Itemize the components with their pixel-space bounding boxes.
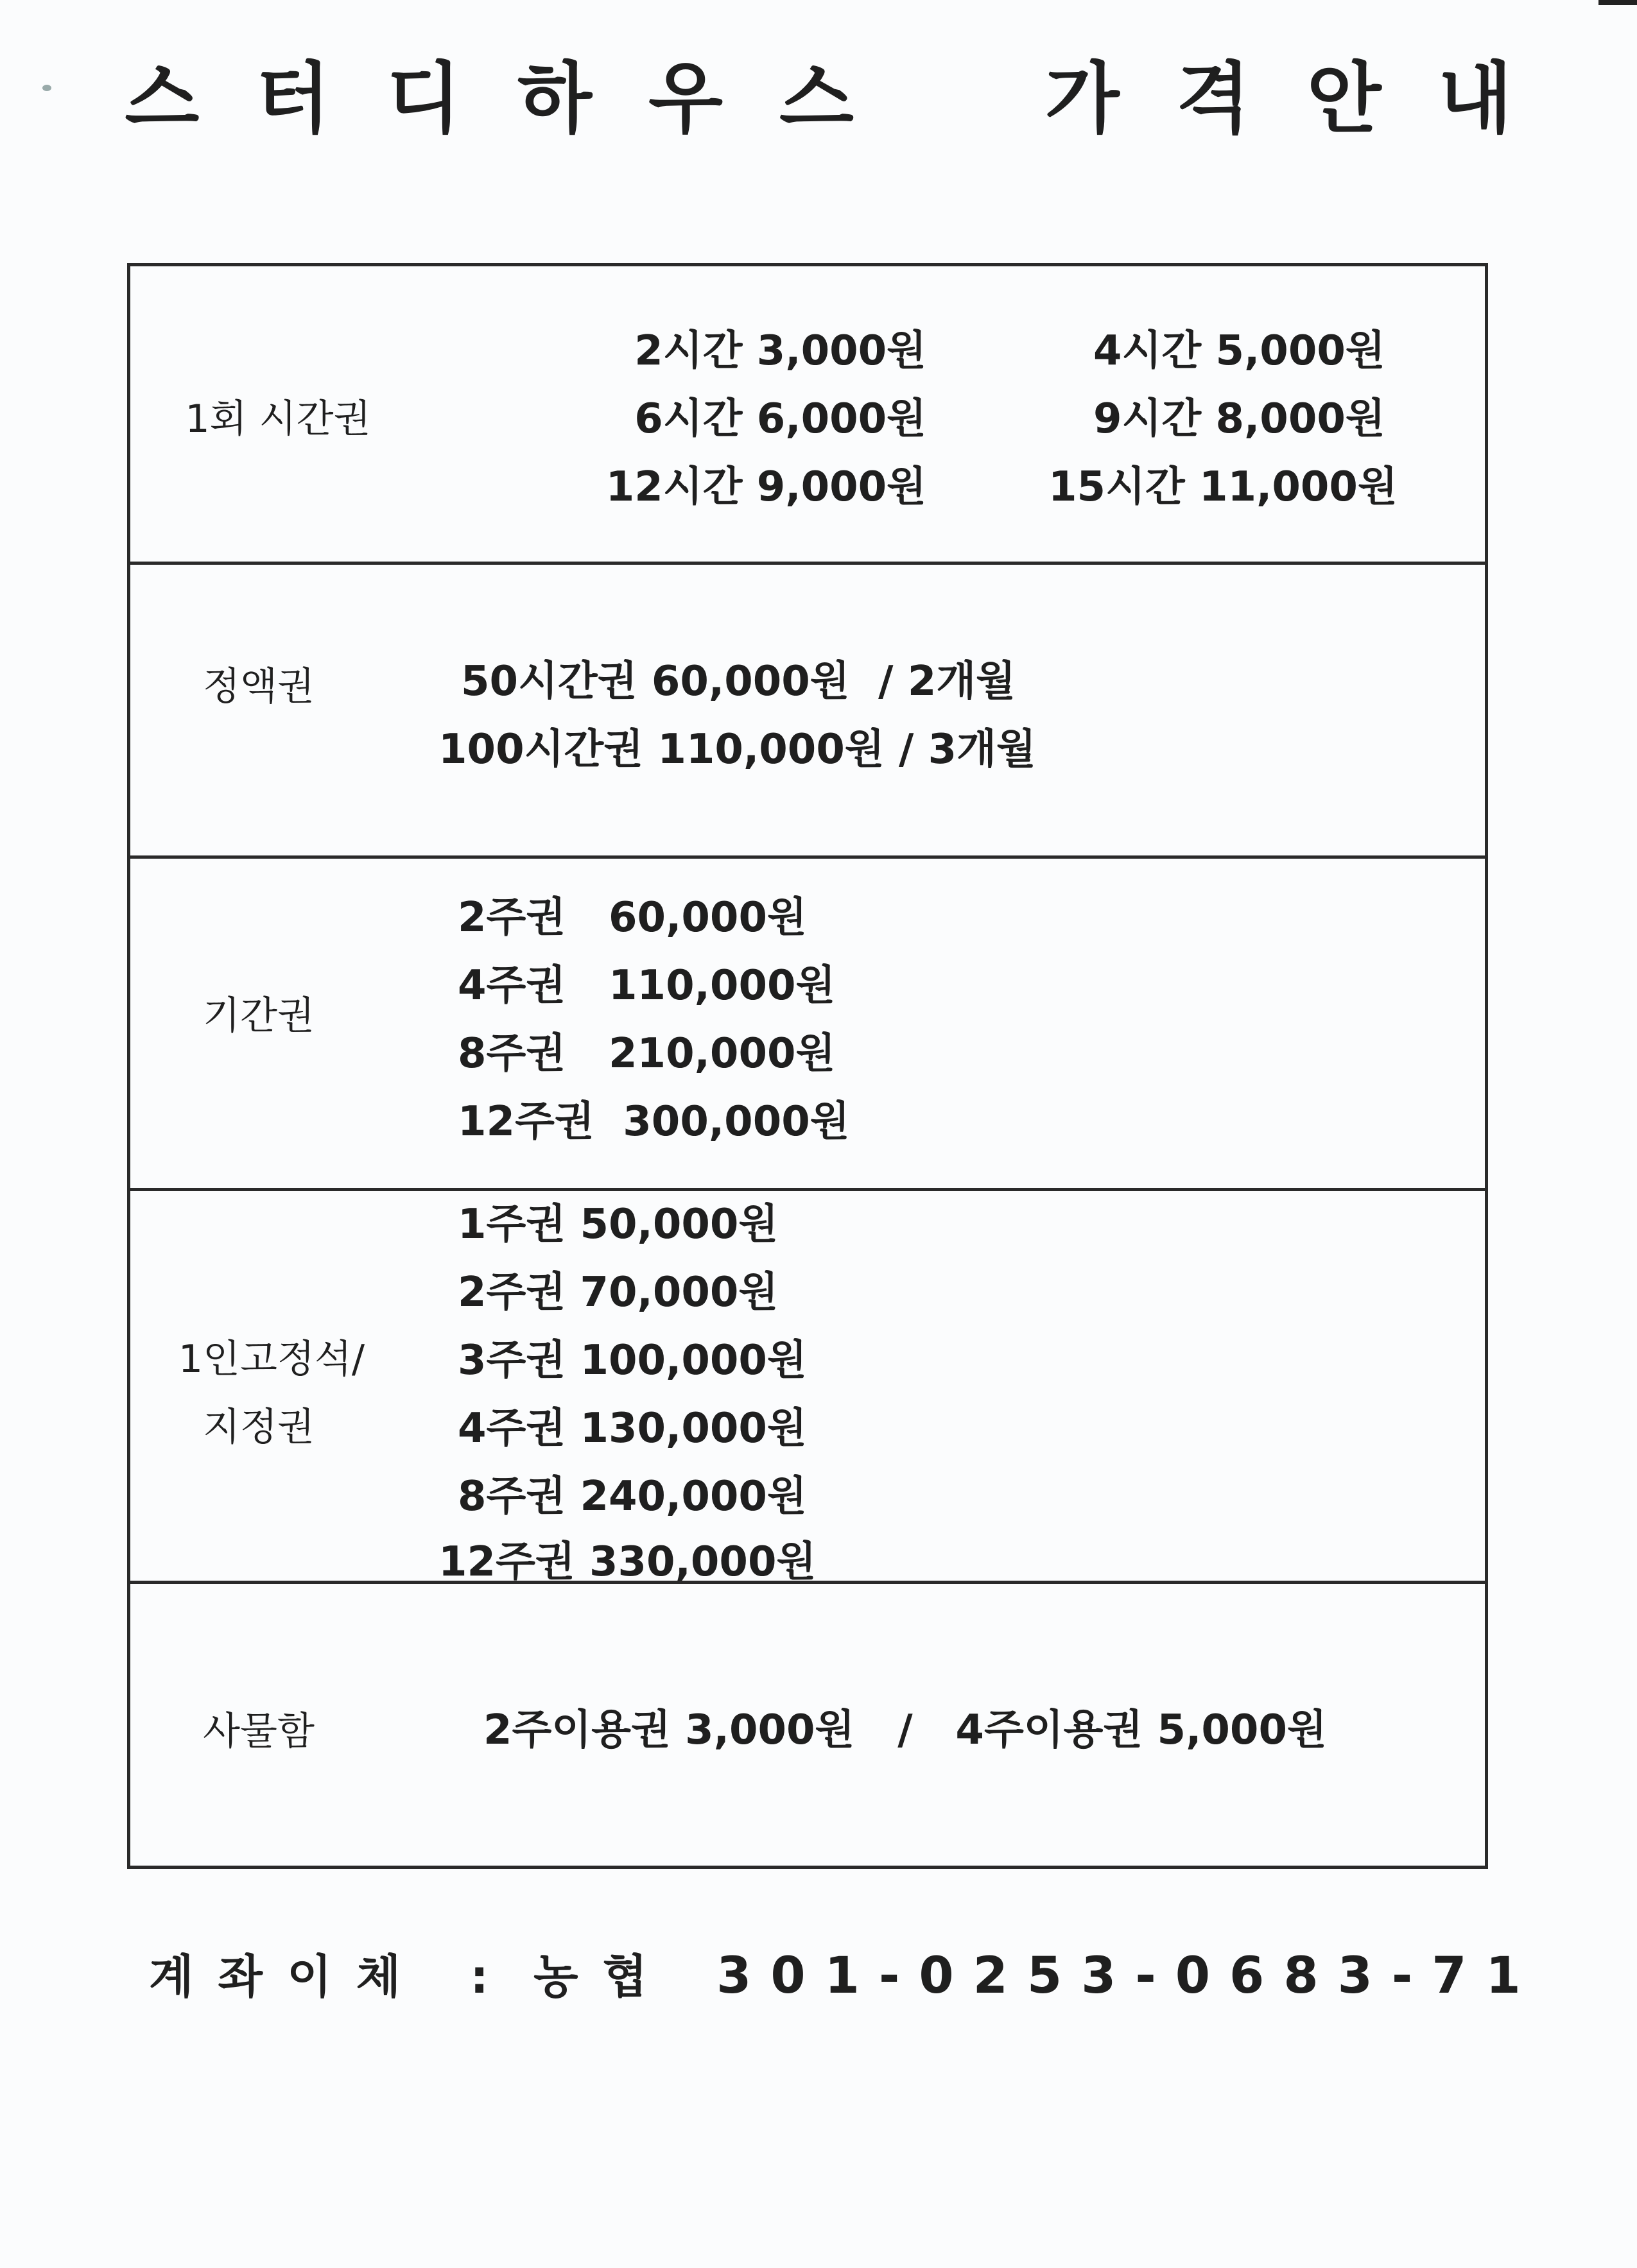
title-char: 스: [779, 55, 854, 144]
price-line: 3주권 100,000원: [458, 1337, 807, 1384]
price-line: 50시간권 60,000원 / 2개월: [461, 658, 1016, 705]
price-line: 12주권 300,000원: [458, 1098, 850, 1146]
bank-name: 농협: [533, 1950, 672, 2004]
price-line: 15시간 11,000원: [1048, 463, 1398, 511]
price-line: 4주권 110,000원: [458, 962, 836, 1009]
account-colon: :: [470, 1950, 489, 2004]
price-line: 12주권 330,000원: [438, 1538, 817, 1586]
title-char: 하: [517, 55, 593, 144]
section-label: 지정권: [203, 1405, 315, 1450]
section-label: 기간권: [203, 993, 315, 1038]
account-number: 301-0253-0683-71: [716, 1947, 1540, 2005]
section-one-time: [130, 266, 1485, 562]
title-char: 가: [1044, 55, 1120, 144]
price-line: 12시간 9,000원: [605, 463, 926, 511]
page-title: [0, 55, 1637, 144]
section-label: 1회 시간권: [185, 397, 371, 442]
price-line: 1주권 50,000원: [458, 1201, 779, 1248]
price-line: 9시간 8,000원: [1093, 395, 1385, 443]
title-char: 내: [1437, 55, 1512, 144]
section-period: [130, 855, 1485, 1188]
price-line: 100시간권 110,000원 / 3개월: [438, 726, 1036, 773]
section-label: 사물함: [203, 1709, 315, 1754]
account-label: 계좌이체: [149, 1950, 426, 2004]
title-char: 우: [648, 55, 723, 144]
title-char: 디: [386, 55, 462, 144]
title-char: 안: [1306, 55, 1381, 144]
section-locker: [130, 1581, 1485, 1866]
price-line: 8주권 210,000원: [458, 1030, 836, 1078]
section-label: 정액권: [203, 664, 315, 709]
price-line: 2시간 3,000원: [634, 327, 926, 375]
price-line: 6시간 6,000원: [634, 395, 926, 443]
section-reserved-seat: [130, 1188, 1485, 1586]
price-line: 4주권 130,000원: [458, 1405, 807, 1452]
price-line: 2주이용권 3,000원 / 4주이용권 5,000원: [483, 1706, 1327, 1754]
section-label: 1인고정석/: [178, 1337, 365, 1382]
section-fixed: [130, 562, 1485, 855]
price-line: 2주권 70,000원: [458, 1269, 779, 1316]
price-line: 4시간 5,000원: [1093, 327, 1385, 375]
price-line: 8주권 240,000원: [458, 1473, 807, 1520]
scan-edge-mark: [1598, 0, 1637, 5]
bank-account-line: [149, 1947, 1540, 2005]
price-table: [127, 263, 1488, 1869]
title-char: 터: [256, 55, 331, 144]
title-char: 격: [1175, 55, 1251, 144]
title-char: 스: [125, 55, 200, 144]
price-line: 2주권 60,000원: [458, 894, 807, 941]
